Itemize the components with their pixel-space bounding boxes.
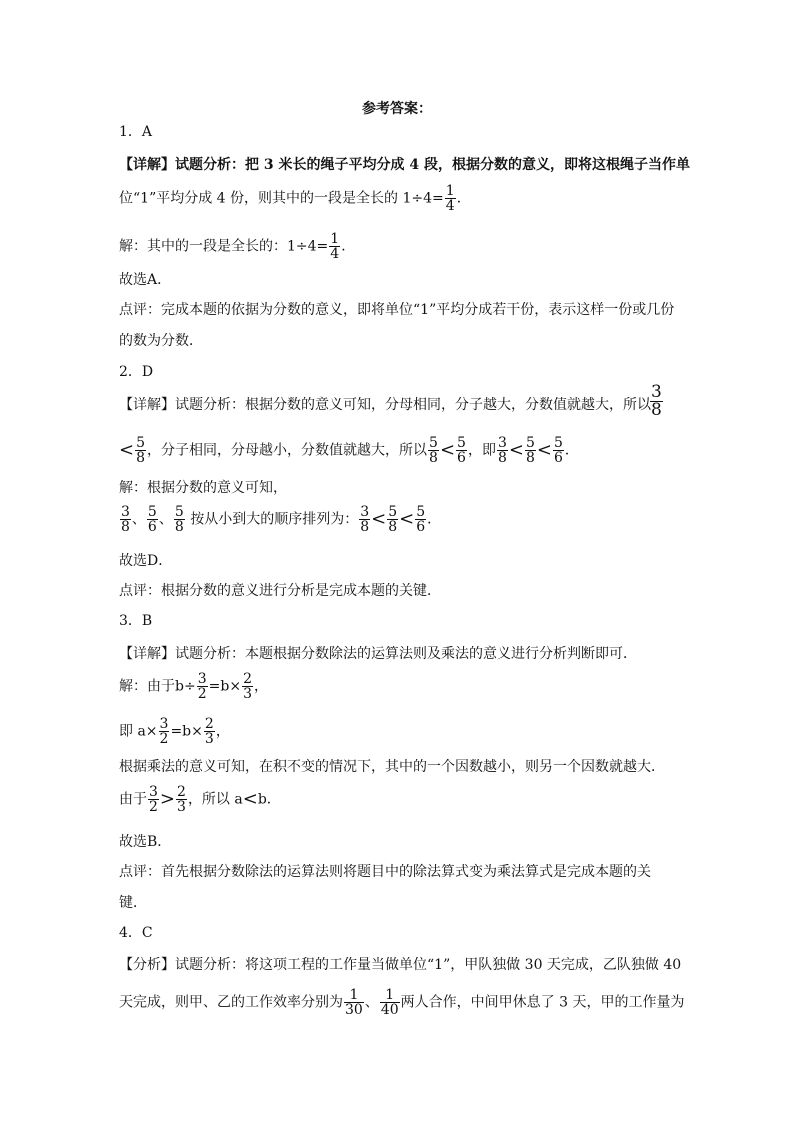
q3-comment-line1: 点评：首先根据分数除法的运算法则将题目中的除法算式变为乘法算式是完成本题的关 [119, 864, 651, 880]
q4-analysis-line2: 天完成，则甲、乙的工作效率分别为 $\frac{1}{30}$ 、 $\frac{1}{40}$ 两人合作，中间甲休息了 3 天，甲的工作量为 [119, 987, 685, 1018]
q1-comment-line2: 的数为分数． [119, 333, 203, 349]
q1-detail-line1 [119, 155, 690, 175]
q3-solution: 解：由于b÷ $\frac{3}{2}$ =b× $\frac{2}{3}$ ， [119, 671, 268, 702]
q3-detail: 【详解】试题分析：本题根据分数除法的运算法则及乘法的意义进行分析判断即可． [119, 646, 637, 662]
q3-compare: 由于 $\frac{3}{2}$ > $\frac{2}{3}$ ，所以 a<b． [119, 784, 281, 815]
q2-order: $\frac{3}{8}$ 、 $\frac{5}{6}$ 、 $\frac{5}{8}$ 按从小到大的顺序排列为： $\frac{3}{8}$ < $\frac{5}{8}$ < $\frac{5}{6}$ ． [121, 504, 442, 535]
fraction-1-4: $\frac{1}{4}$ [330, 231, 340, 262]
q1-detail-line2: 位“1”平均分成 4 份，则其中的一段是全长的 1÷4= $\frac{1}{4}$ ． [119, 183, 471, 214]
q3-choice: 故选B． [119, 834, 172, 850]
q2-number: 2．D [119, 364, 154, 380]
q2-detail-line2: < $\frac{5}{8}$ ，分子相同，分母越小，分数值就越大，所以 $\frac{5}{8}$ < $\frac{5}{6}$ ，即 $\frac{3}{8}$ < $\frac{5}{8}$ < $\frac{5}{6}$ ． [119, 435, 579, 466]
q1-detail-text: 【详解】试题分析：把 3 米长的绳子平均分成 4 段，根据分数的意义，即将这根绳子当作单 [119, 157, 690, 173]
q1-choice: 故选A． [119, 272, 172, 288]
page-title: 参考答案： [362, 101, 432, 117]
q2-solution: 解：根据分数的意义可知， [119, 480, 287, 496]
q1-comment-line1: 点评：完成本题的依据为分数的意义，即将单位“1”平均分成若干份，表示这样一份或几份 [119, 302, 675, 318]
q2-detail-line1: 【详解】试题分析：根据分数的意义可知，分母相同，分子越大，分数值就越大，所以 [119, 397, 651, 413]
fraction-3-8: $\frac{3}{8}$ [651, 382, 662, 420]
fraction-5-8: $\frac{5}{8}$ [136, 435, 146, 466]
q4-analysis-line1: 【分析】试题分析：将这项工程的工作量当做单位“1”，甲队独做 30 天完成，乙队独做 40 [119, 957, 682, 973]
q4-number: 4．C [119, 925, 153, 941]
q3-rewrite: 即 a× $\frac{3}{2}$ =b× $\frac{2}{3}$ ， [119, 716, 230, 747]
fraction-1-4: $\frac{1}{4}$ [445, 183, 455, 214]
q2-comment: 点评：根据分数的意义进行分析是完成本题的关键． [119, 583, 441, 599]
q3-number: 3．B [119, 613, 153, 629]
q2-choice: 故选D． [119, 553, 173, 569]
q3-reason: 根据乘法的意义可知，在积不变的情况下，其中的一个因数越小，则另一个因数就越大． [119, 759, 665, 775]
q3-comment-line2: 键． [119, 895, 147, 911]
q1-detail-text2: 位“1”平均分成 4 份，则其中的一段是全长的 1÷4= [119, 190, 444, 207]
q1-solution: 解：其中的一段是全长的：1÷4= $\frac{1}{4}$ ． [119, 231, 356, 262]
q1-number: 1．A [119, 124, 153, 140]
